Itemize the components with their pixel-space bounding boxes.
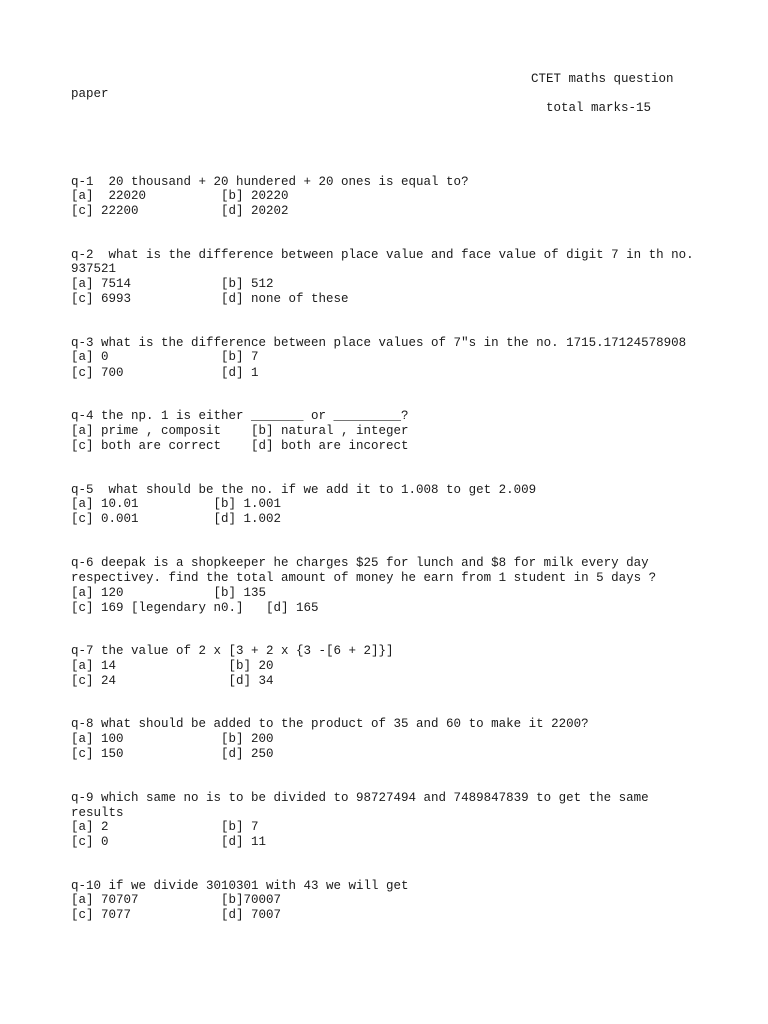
question-3-options-cd: [c] 700 [d] 1 xyxy=(71,366,259,380)
question-4-options-cd: [c] both are correct [d] both are incorect xyxy=(71,439,409,453)
question-7-options-ab: [a] 14 [b] 20 xyxy=(71,659,274,673)
question-6-options-cd: [c] 169 [legendary n0.] [d] 165 xyxy=(71,601,319,615)
question-8-options-cd: [c] 150 [d] 250 xyxy=(71,747,274,761)
question-9-options-cd: [c] 0 [d] 11 xyxy=(71,835,267,849)
question-1-text: q-1 20 thousand + 20 hundered + 20 ones is equal to? xyxy=(71,175,469,189)
question-5-text: q-5 what should be the no. if we add it to 1.008 to get 2.009 xyxy=(71,483,537,497)
question-2-options-cd: [c] 6993 [d] none of these xyxy=(71,292,349,306)
question-10-options-cd: [c] 7077 [d] 7007 xyxy=(71,908,282,922)
question-8-options-ab: [a] 100 [b] 200 xyxy=(71,732,274,746)
question-9-text-continuation: results xyxy=(71,806,124,820)
question-1-options-cd: [c] 22200 [d] 20202 xyxy=(71,204,289,218)
document-title: CTET maths question xyxy=(531,72,674,86)
question-10-options-ab: [a] 70707 [b]70007 xyxy=(71,893,282,907)
question-3-text: q-3 what is the difference between place values of 7"s in the no. 1715.17124578908 xyxy=(71,336,687,350)
question-5-options-ab: [a] 10.01 [b] 1.001 xyxy=(71,497,282,511)
question-6-options-ab: [a] 120 [b] 135 xyxy=(71,586,267,600)
document-title-continuation: paper xyxy=(71,87,109,101)
question-1-options-ab: [a] 22020 [b] 20220 xyxy=(71,189,289,203)
question-3-options-ab: [a] 0 [b] 7 xyxy=(71,350,259,364)
question-9-options-ab: [a] 2 [b] 7 xyxy=(71,820,259,834)
question-8-text: q-8 what should be added to the product of 35 and 60 to make it 2200? xyxy=(71,717,589,731)
question-9-text: q-9 which same no is to be divided to 98727494 and 7489847839 to get the same xyxy=(71,791,649,805)
question-6-text: q-6 deepak is a shopkeeper he charges $25 for lunch and $8 for milk every day xyxy=(71,556,649,570)
question-2-text-continuation: 937521 xyxy=(71,262,117,276)
total-marks: total marks-15 xyxy=(546,101,652,115)
question-10-text: q-10 if we divide 3010301 with 43 we will get xyxy=(71,879,409,893)
question-2-text: q-2 what is the difference between place value and face value of digit 7 in th no. xyxy=(71,248,694,262)
question-6-text-continuation: respectivey. find the total amount of money he earn from 1 student in 5 days ? xyxy=(71,571,657,585)
question-4-text: q-4 the np. 1 is either _______ or _________? xyxy=(71,409,409,423)
question-7-text: q-7 the value of 2 x [3 + 2 x {3 -[6 + 2]}] xyxy=(71,644,394,658)
question-7-options-cd: [c] 24 [d] 34 xyxy=(71,674,274,688)
question-4-options-ab: [a] prime , composit [b] natural , integer xyxy=(71,424,409,438)
question-5-options-cd: [c] 0.001 [d] 1.002 xyxy=(71,512,282,526)
question-2-options-ab: [a] 7514 [b] 512 xyxy=(71,277,274,291)
